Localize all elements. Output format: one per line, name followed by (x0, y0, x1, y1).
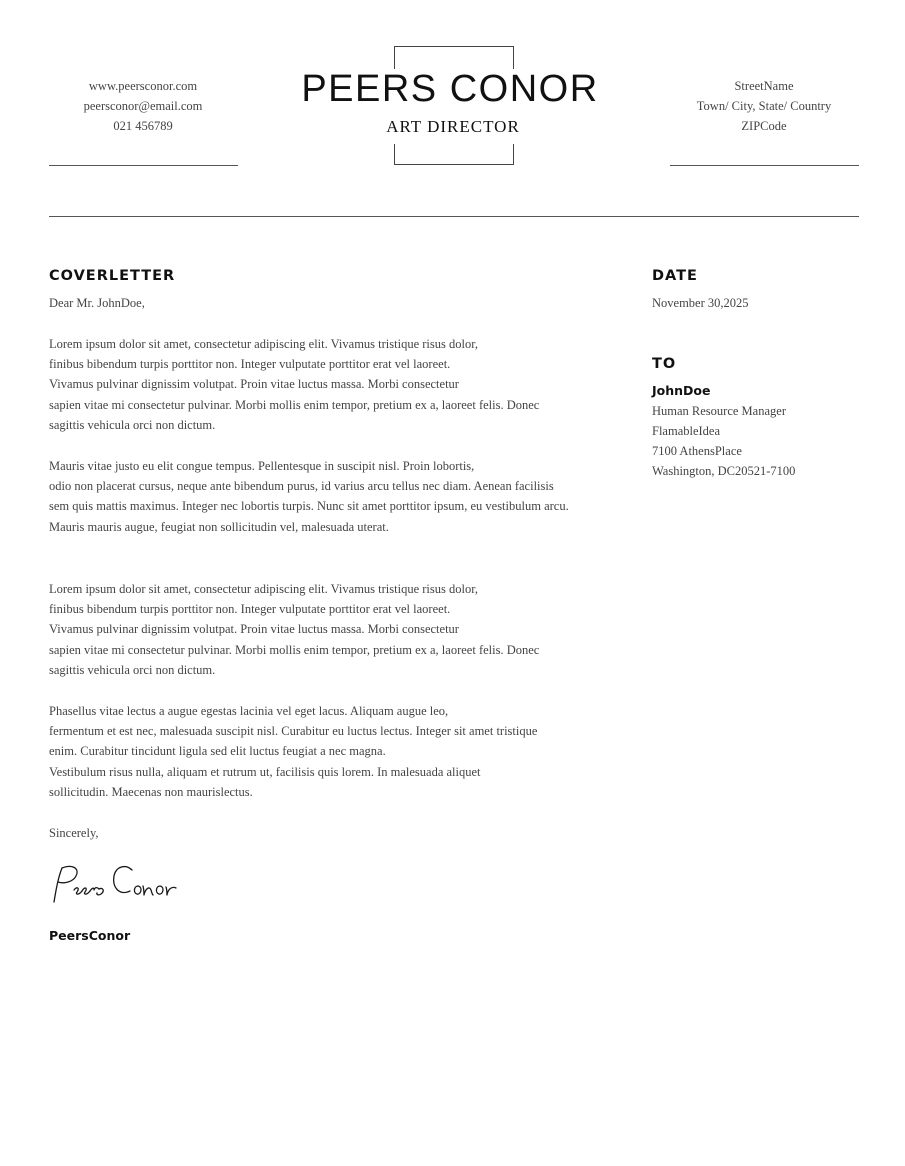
paragraph-line: finibus bibendum turpis porttitor non. Integer vulputate porttitor erat vel laoreet. (49, 602, 451, 617)
paragraph-line: odio non placerat cursus, neque ante bibendum purus, id varius arcu tellus nec diam. Aenean facilisis (49, 479, 554, 494)
closing: Sincerely, (49, 826, 99, 840)
paragraph-3 (49, 579, 539, 680)
signer-name: PeersConor (49, 928, 131, 943)
paragraph-line: enim. Curabitur tincidunt ligula sed elit luctus feugiat a nec magna. (49, 744, 386, 759)
paragraph-line: fermentum et est nec, malesuada suscipit nisl. Curabitur eu luctus lectus. Integer sit amet tristique (49, 724, 538, 739)
header-divider (49, 216, 859, 217)
recipient-line: Human Resource Manager (652, 404, 786, 418)
paragraph-line: sem quis mattis maximus. Integer nec lobortis turpis. Nunc sit amet porttitor ipsum, eu vestibulum arcu. (49, 499, 569, 514)
job-title: ART DIRECTOR (386, 117, 520, 136)
paragraph-line: Vivamus pulvinar dignissim volutpat. Proin vitae luctus massa. Morbi consectetur (49, 622, 459, 637)
paragraph-line: Mauris mauris augue, feugiat non sollicitudin vel, malesuada uterat. (49, 519, 389, 534)
email: peersconor@email.com (83, 99, 203, 113)
paragraph-line: sagittis vehicula orci non dictum. (49, 417, 216, 432)
paragraph-line: sagittis vehicula orci non dictum. (49, 662, 216, 677)
contact-left (48, 76, 238, 136)
paragraph-1 (49, 334, 539, 435)
date-heading: DATE (652, 268, 698, 284)
recipient-heading: TO (652, 356, 677, 372)
recipient-address (652, 401, 795, 481)
recipient-line: Washington, DC20521-7100 (652, 464, 796, 478)
recipient-line: FlamableIdea (652, 424, 721, 438)
signature-image (46, 860, 196, 910)
contact-right (669, 76, 859, 136)
paragraph-line: Vestibulum risus nulla, aliquam et rutrum ut, facilisis quis lorem. In malesuada aliquet (49, 764, 481, 779)
letter-heading: COVERLETTER (49, 268, 176, 284)
paragraph-line: Vivamus pulvinar dignissim volutpat. Proin vitae luctus massa. Morbi consectetur (49, 377, 459, 392)
phone: 021 456789 (113, 119, 173, 133)
street: StreetName (734, 79, 794, 93)
paragraph-line: finibus bibendum turpis porttitor non. Integer vulputate porttitor erat vel laoreet. (49, 357, 451, 372)
city: Town/ City, State/ Country (696, 99, 832, 113)
paragraph-line: sollicitudin. Maecenas non maurislectus. (49, 784, 253, 799)
page-title: PEERS CONOR (301, 68, 599, 110)
contact-left-rule (49, 165, 238, 166)
recipient-name: JohnDoe (652, 383, 711, 398)
name-frame-bottom (394, 144, 514, 165)
salutation: Dear Mr. JohnDoe, (49, 296, 145, 310)
date-value: November 30,2025 (652, 296, 749, 310)
paragraph-4 (49, 701, 537, 802)
paragraph-line: Phasellus vitae lectus a augue egestas lacinia vel eget lacus. Aliquam augue leo, (49, 704, 449, 718)
zip: ZIPCode (741, 119, 787, 133)
paragraph-line: sapien vitae mi consectetur pulvinar. Morbi mollis enim tempor, pretium ex a, laoreet felis. Donec (49, 642, 540, 657)
paragraph-line: Mauris vitae justo eu elit congue tempus. Pellentesque in suscipit nisl. Proin lobortis, (49, 459, 475, 473)
paragraph-line: Lorem ipsum dolor sit amet, consectetur adipiscing elit. Vivamus tristique risus dolor, (49, 337, 479, 351)
recipient-line: 7100 AthensPlace (652, 444, 742, 458)
paragraph-line: Lorem ipsum dolor sit amet, consectetur adipiscing elit. Vivamus tristique risus dolor, (49, 582, 479, 596)
contact-right-rule (670, 165, 859, 166)
paragraph-line: sapien vitae mi consectetur pulvinar. Morbi mollis enim tempor, pretium ex a, laoreet felis. Donec (49, 397, 540, 412)
paragraph-2 (49, 456, 569, 537)
website: www.peersconor.com (88, 79, 198, 93)
